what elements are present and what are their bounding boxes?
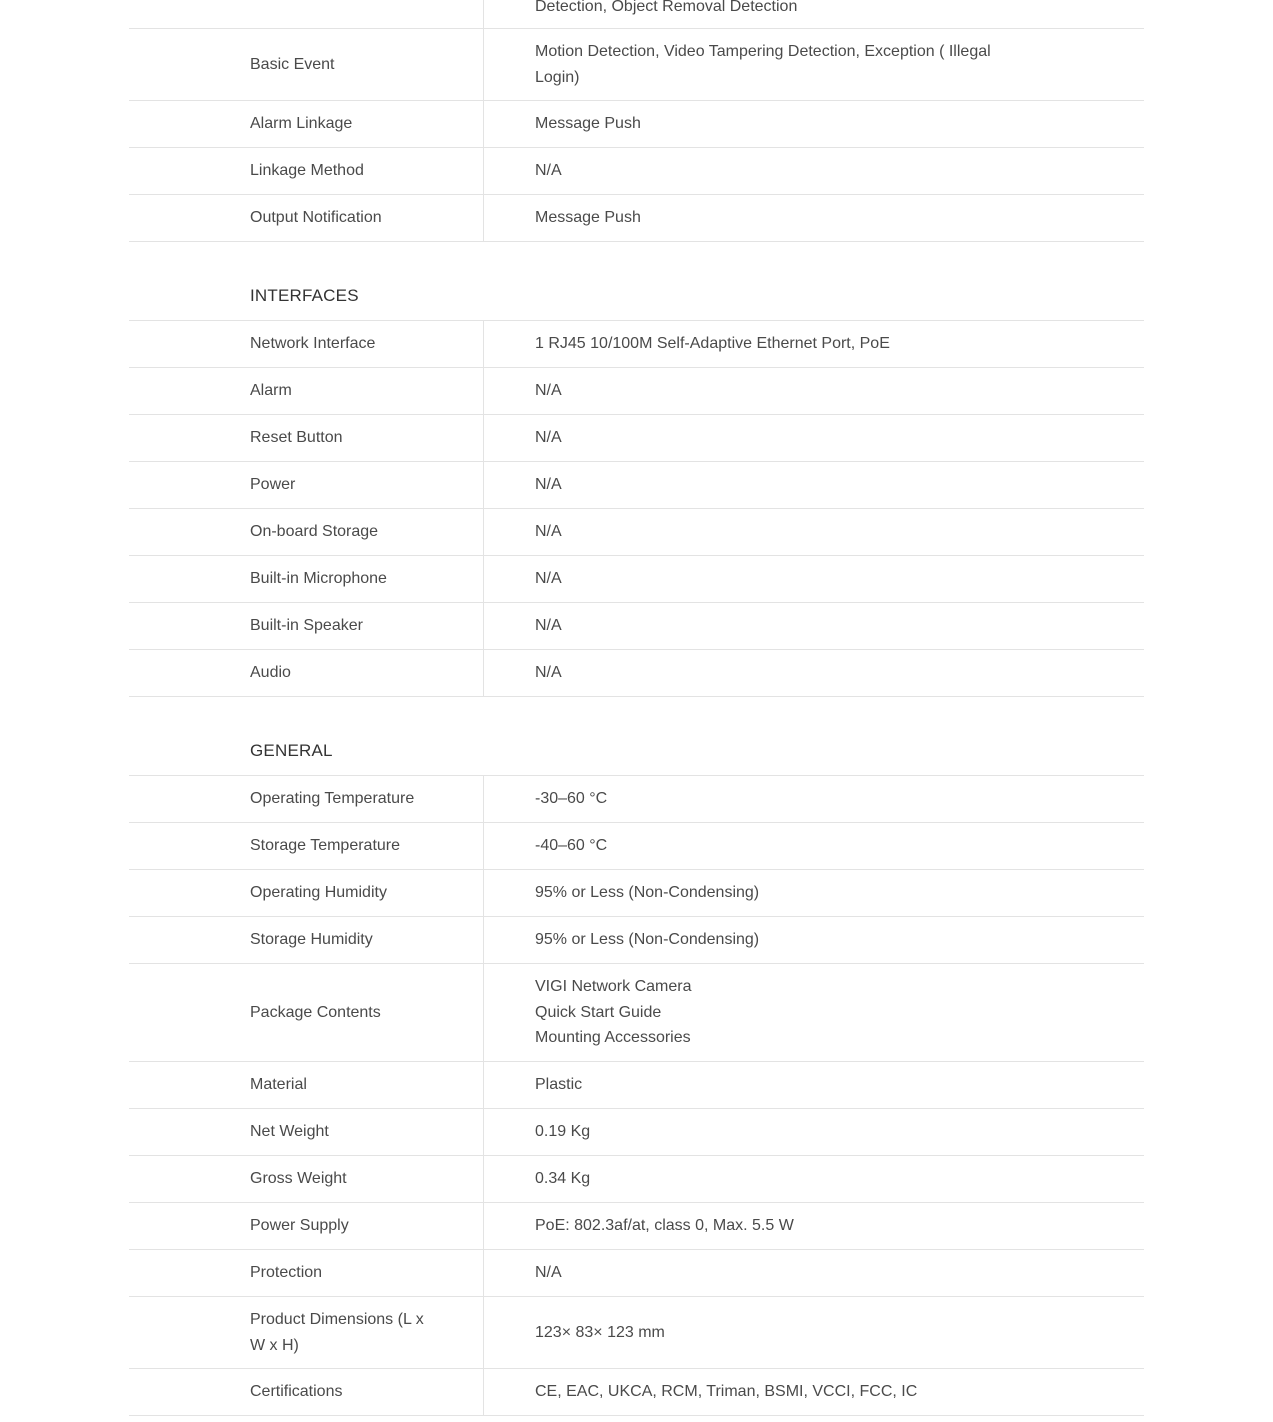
spec-value: N/A [535,429,562,447]
spec-value: N/A [535,1264,562,1282]
spec-row-builtin-microphone [129,556,1144,603]
spec-value: Detection, Object Removal Detection [535,0,798,15]
spec-table [129,0,1144,1416]
spec-row-operating-humidity [129,870,1144,917]
spec-label: Alarm Linkage [129,101,484,147]
spec-value: -30–60 °C [535,790,608,808]
spec-row-basic-event [129,29,1144,101]
spec-value: -40–60 °C [535,837,608,855]
spec-label: Certifications [129,1369,484,1415]
spec-label: Net Weight [129,1109,484,1155]
spec-row-power [129,462,1144,509]
spec-row-storage-humidity [129,917,1144,964]
spec-value: PoE: 802.3af/at, class 0, Max. 5.5 W [535,1217,794,1235]
spec-row-operating-temperature [129,776,1144,823]
spec-label: Built-in Speaker [129,603,484,649]
spec-label: Linkage Method [129,148,484,194]
spec-row-material [129,1062,1144,1109]
spec-value: N/A [535,382,562,400]
spec-row-audio [129,650,1144,697]
spec-value-line: Quick Start Guide [535,1003,662,1021]
spec-row-builtin-speaker [129,603,1144,650]
spec-value: 95% or Less (Non-Condensing) [535,884,760,902]
spec-label [129,0,484,28]
spec-label: Basic Event [129,29,484,100]
spec-label: Alarm [129,368,484,414]
spec-value [484,964,1144,1061]
spec-label: Gross Weight [129,1156,484,1202]
spec-label: Operating Humidity [129,870,484,916]
spec-row-linkage-method [129,148,1144,195]
spec-value: 95% or Less (Non-Condensing) [535,931,760,949]
spec-row-gross-weight [129,1156,1144,1203]
spec-value: N/A [535,162,562,180]
spec-row-power-supply [129,1203,1144,1250]
spec-label: Material [129,1062,484,1108]
spec-label: On-board Storage [129,509,484,555]
spec-label: Storage Temperature [129,823,484,869]
spec-row-protection [129,1250,1144,1297]
spec-row-package-contents [129,964,1144,1062]
section-title-general: GENERAL [129,697,1144,776]
spec-label: Operating Temperature [129,776,484,822]
spec-value: N/A [535,664,562,682]
spec-value: 0.19 Kg [535,1123,591,1141]
spec-label: Package Contents [129,964,484,1061]
spec-value: CE, EAC, UKCA, RCM, Triman, BSMI, VCCI, FCC, IC [535,1383,918,1401]
spec-value: 0.34 Kg [535,1170,591,1188]
spec-row-product-dimensions [129,1297,1144,1369]
spec-label: Network Interface [129,321,484,367]
spec-row-alarm-linkage [129,101,1144,148]
spec-label: Built-in Microphone [129,556,484,602]
spec-value: N/A [535,617,562,635]
section-title-interfaces: INTERFACES [129,242,1144,321]
spec-value [484,29,1144,100]
spec-value-line: Login) [535,68,580,86]
spec-value: Plastic [535,1076,583,1094]
spec-label: Storage Humidity [129,917,484,963]
spec-value: N/A [535,476,562,494]
spec-label: Reset Button [129,415,484,461]
spec-value: 1 RJ45 10/100M Self-Adaptive Ethernet Port, PoE [535,335,890,353]
spec-label: Product Dimensions (L x W x H) [129,1297,484,1368]
spec-row-partial [129,0,1144,29]
spec-row-alarm [129,368,1144,415]
spec-value-line: Mounting Accessories [535,1029,691,1047]
spec-value: Message Push [535,209,641,227]
spec-value-line: Motion Detection, Video Tampering Detection, Exception ( Illegal [535,43,991,60]
spec-row-storage-temperature [129,823,1144,870]
spec-label: Power [129,462,484,508]
spec-value-line: VIGI Network Camera [535,978,692,996]
spec-value: N/A [535,523,562,541]
spec-label: Audio [129,650,484,696]
spec-row-onboard-storage [129,509,1144,556]
spec-row-net-weight [129,1109,1144,1156]
spec-row-reset-button [129,415,1144,462]
spec-row-network-interface [129,321,1144,368]
spec-row-certifications [129,1369,1144,1416]
spec-label: Protection [129,1250,484,1296]
spec-value: Message Push [535,115,641,133]
spec-label: Power Supply [129,1203,484,1249]
spec-label: Output Notification [129,195,484,241]
spec-row-output-notification [129,195,1144,242]
spec-value: N/A [535,570,562,588]
spec-value: 123× 83× 123 mm [535,1323,665,1341]
